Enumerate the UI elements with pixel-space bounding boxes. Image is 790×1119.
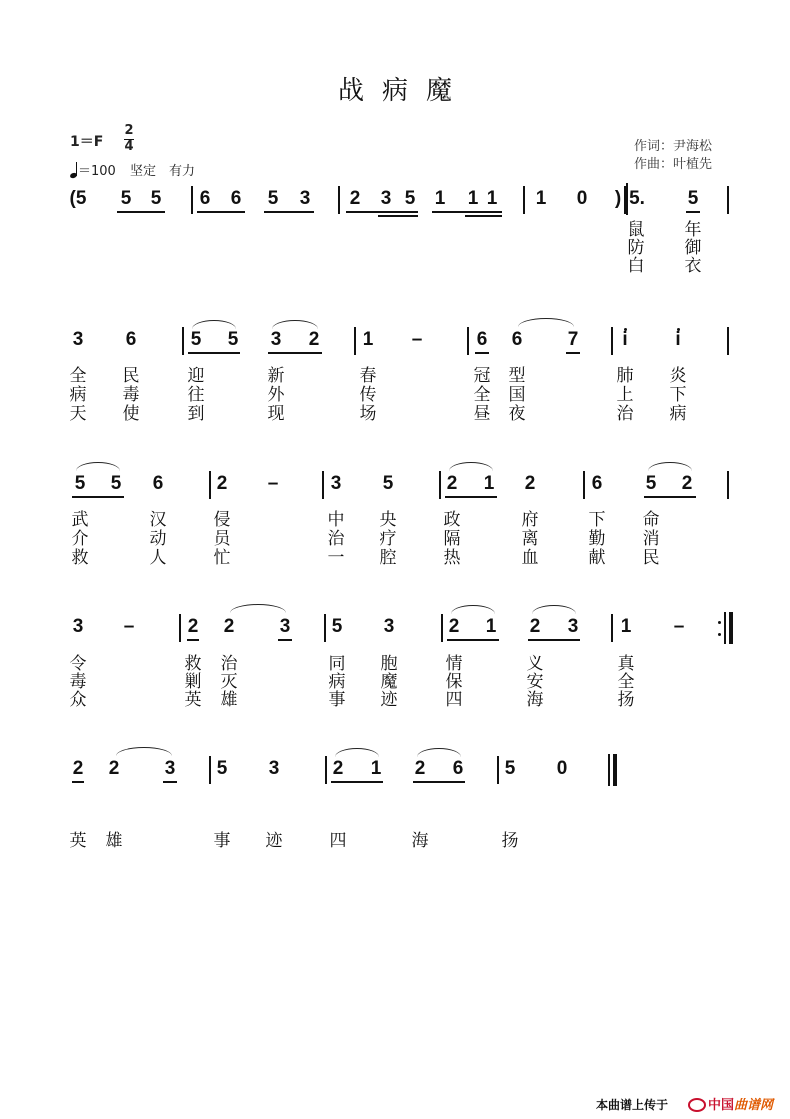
lyric-syllable: 扬 [617,690,635,710]
eighth-beam [346,211,418,213]
lyric-syllable: 人 [149,548,167,568]
note: 2 [216,473,228,494]
repeat-dot [718,621,721,624]
lyric-syllable: 四 [445,690,463,710]
note: 1 [362,329,374,350]
note: 1 [434,188,446,209]
lyric-syllable: 白 [627,256,645,276]
slur [449,462,493,471]
barline [497,756,499,784]
lyric-syllable: 肺 [616,366,634,386]
lyric-syllable: 救 [71,548,89,568]
note: 5 [120,188,132,209]
slur [335,748,379,757]
barline [179,614,181,642]
lyric-syllable: 下 [669,385,687,405]
lyric-syllable: 动 [149,529,167,549]
lyric-syllable: 腔 [379,548,397,568]
lyric-syllable: 迹 [380,690,398,710]
composer-credit: 作曲：叶植先 [634,157,713,172]
lyric-syllable: 救 [184,654,202,674]
lyric-syllable: 民 [122,366,140,386]
sixteenth-beam [378,215,418,217]
note: 2 [446,473,458,494]
lyric-syllable: 离 [521,529,539,549]
lyric-syllable: 民 [642,548,660,568]
lyric-syllable: 鼠 [627,220,645,240]
note: 6 [476,329,488,350]
lyric-syllable: 春 [359,366,377,386]
lyric-syllable: 消 [642,529,660,549]
eighth-beam [117,211,165,213]
barline [611,614,613,642]
lyric-syllable: 剿 [184,672,202,692]
lyric-syllable: 海 [526,690,544,710]
lyric-syllable: 病 [669,404,687,424]
note: 5. [629,188,645,209]
note: 5 [110,473,122,494]
lyric-syllable: 同 [328,654,346,674]
note: 5 [687,188,699,209]
eighth-beam [475,352,489,354]
note: 5 [227,329,239,350]
slur [192,320,236,329]
eighth-beam [644,496,696,498]
note: 5 [645,473,657,494]
repeat-dot [718,633,721,636]
lyric-syllable: 情 [445,654,463,674]
note: 3 [330,473,342,494]
note: 2 [223,616,235,637]
lyric-syllable: 隔 [443,529,461,549]
lyric-syllable: 炎 [669,366,687,386]
lyric-syllable: 众 [69,690,87,710]
lyric-syllable: 传 [359,385,377,405]
lyricist-credit: 作词：尹海松 [634,139,713,154]
final-barline-thin [608,754,610,786]
note: 3 [383,616,395,637]
note: 2 [681,473,693,494]
barline [354,327,356,355]
lyric-syllable: 事 [328,690,346,710]
lyric-syllable: 武 [71,510,89,530]
lyric-syllable: 迹 [265,831,283,851]
note: 2 [448,616,460,637]
barline [727,327,729,355]
note: 6 [230,188,242,209]
barline [467,327,469,355]
note: 5 [150,188,162,209]
slur [116,747,172,756]
lyric-syllable: 安 [526,672,544,692]
eighth-beam [72,781,84,783]
lyric-syllable: 雄 [105,831,123,851]
eighth-beam [72,496,124,498]
lyric-syllable: 血 [521,548,539,568]
lyric-syllable: 现 [267,404,285,424]
lyric-syllable: 政 [443,510,461,530]
lyric-syllable: 灭 [220,672,238,692]
lyric-syllable: 员 [213,529,231,549]
note: 7 [567,329,579,350]
lyric-syllable: 府 [521,510,539,530]
lyric-syllable: 防 [627,238,645,258]
lyric-syllable: 四 [329,831,347,851]
lyric-syllable: 海 [411,831,429,851]
note: 6 [199,188,211,209]
note: 1 [483,473,495,494]
sixteenth-beam [465,215,502,217]
barline [611,327,613,355]
lyric-syllable: 介 [71,529,89,549]
lyric-syllable: 型 [508,366,526,386]
note: – [673,616,685,637]
note: 0 [576,188,588,209]
eighth-beam [447,639,499,641]
note: 3 [270,329,282,350]
note: 3 [380,188,392,209]
lyric-syllable: 昼 [473,404,491,424]
note: 3 [268,758,280,779]
note: 5 [216,758,228,779]
note: 6 [452,758,464,779]
note: 6 [125,329,137,350]
note: 1 [535,188,547,209]
barline [338,186,340,214]
barline [209,756,211,784]
lyric-syllable: 扬 [501,831,519,851]
tempo-value: ＝100 [78,164,116,179]
note: 5 [404,188,416,209]
lyric-syllable: 年 [684,220,702,240]
note: 3 [279,616,291,637]
note: ) [614,188,622,209]
lyric-syllable: 令 [69,654,87,674]
logo-text-2: 曲谱网 [734,1098,774,1113]
note: 2 [108,758,120,779]
eighth-beam [278,639,292,641]
lyric-syllable: 天 [69,404,87,424]
note: 3 [72,329,84,350]
lyric-syllable: 上 [616,385,634,405]
lyric-syllable: 英 [184,690,202,710]
eighth-beam [445,496,497,498]
footer-upload-text: 本曲谱上传于 [596,1098,669,1112]
note: i [675,329,681,350]
note: i [622,329,628,350]
note: 5 [504,758,516,779]
lyric-syllable: 疗 [379,529,397,549]
lyric-syllable: 到 [187,404,205,424]
note: 1 [467,188,479,209]
lyric-syllable: 外 [267,385,285,405]
note: 6 [511,329,523,350]
slur [417,748,461,757]
lyric-syllable: 下 [588,510,606,530]
note: 0 [556,758,568,779]
barline [583,471,585,499]
lyric-syllable: 献 [588,548,606,568]
eighth-beam [686,211,700,213]
lyric-syllable: 治 [327,529,345,549]
lyric-syllable: 央 [379,510,397,530]
note: 1 [370,758,382,779]
logo-e-icon [688,1098,706,1112]
lyric-syllable: 病 [328,672,346,692]
note: 5 [267,188,279,209]
note: 5 [74,473,86,494]
slur [518,318,574,327]
note: 2 [524,473,536,494]
lyric-syllable: 中 [327,510,345,530]
lyric-syllable: 勤 [588,529,606,549]
lyric-syllable: 一 [327,548,345,568]
time-sig-bottom: 4 [124,139,134,154]
time-sig-top: 2 [124,123,134,138]
quarter-note-icon [70,162,78,178]
repeat-barline-thin [724,612,726,644]
eighth-beam [188,352,240,354]
note: 5 [190,329,202,350]
note: – [123,616,135,637]
note: – [267,473,279,494]
slur [230,604,286,613]
note: 2 [529,616,541,637]
lyric-syllable: 胞 [380,654,398,674]
lyric-syllable: 使 [122,404,140,424]
eighth-beam [432,211,502,213]
lyric-syllable: 毒 [69,672,87,692]
lyric-syllable: 衣 [684,256,702,276]
time-signature [124,124,134,154]
note: 3 [72,616,84,637]
slur [451,605,495,614]
barline [727,471,729,499]
barline [209,471,211,499]
note: 5 [382,473,394,494]
lyric-syllable: 全 [69,366,87,386]
lyric-syllable: 往 [187,385,205,405]
barline [182,327,184,355]
note: – [411,329,423,350]
note: 6 [152,473,164,494]
slur [532,605,576,614]
lyric-syllable: 夜 [508,404,526,424]
lyric-syllable: 汉 [149,510,167,530]
eighth-beam [566,352,580,354]
lyric-syllable: 热 [443,548,461,568]
lyric-syllable: 病 [69,385,87,405]
barline [523,186,525,214]
lyric-syllable: 侵 [213,510,231,530]
barline [441,614,443,642]
site-logo[interactable] [688,1094,773,1113]
barline [626,183,628,215]
note: 2 [349,188,361,209]
logo-text-1: 中国 [708,1098,735,1113]
eighth-beam [163,781,177,783]
lyric-syllable: 事 [213,831,231,851]
eighth-beam [528,639,580,641]
note: 3 [567,616,579,637]
lyric-syllable: 全 [617,672,635,692]
eighth-beam [331,781,383,783]
barline [322,471,324,499]
lyric-syllable: 新 [267,366,285,386]
eighth-beam [187,639,199,641]
song-title: 战病魔 [337,76,470,106]
lyric-syllable: 全 [473,385,491,405]
lyric-syllable: 场 [359,404,377,424]
barline [727,186,729,214]
lyric-syllable: 义 [526,654,544,674]
lyric-syllable: 雄 [220,690,238,710]
final-barline-thick [613,754,617,786]
lyric-syllable: 冠 [473,366,491,386]
note: 1 [485,616,497,637]
lyric-syllable: 治 [616,404,634,424]
lyric-syllable: 国 [508,385,526,405]
note: 2 [72,758,84,779]
eighth-beam [197,211,245,213]
note: 2 [414,758,426,779]
note: 6 [591,473,603,494]
slur [76,462,120,471]
note: 2 [187,616,199,637]
eighth-beam [413,781,465,783]
eighth-beam [268,352,322,354]
note: 2 [308,329,320,350]
slur [648,462,692,471]
barline [324,614,326,642]
note: 5 [331,616,343,637]
barline [439,471,441,499]
lyric-syllable: 忙 [213,548,231,568]
lyric-syllable: 毒 [122,385,140,405]
lyric-syllable: 真 [617,654,635,674]
note: 1 [486,188,498,209]
key-signature: 1＝F [70,134,104,150]
note: 1 [620,616,632,637]
lyric-syllable: 魔 [380,672,398,692]
eighth-beam [264,211,314,213]
note: 2 [332,758,344,779]
expression-marking: 坚定 有力 [129,164,195,179]
lyric-syllable: 英 [69,831,87,851]
lyric-syllable: 迎 [187,366,205,386]
tempo-marking [70,160,195,179]
lyric-syllable: 保 [445,672,463,692]
note: (5 [69,188,87,209]
note: 3 [299,188,311,209]
lyric-syllable: 命 [642,510,660,530]
barline [325,756,327,784]
note: 3 [164,758,176,779]
lyric-syllable: 治 [220,654,238,674]
lyric-syllable: 御 [684,238,702,258]
slur [272,320,318,329]
barline [191,186,193,214]
repeat-barline-thick [729,612,733,644]
